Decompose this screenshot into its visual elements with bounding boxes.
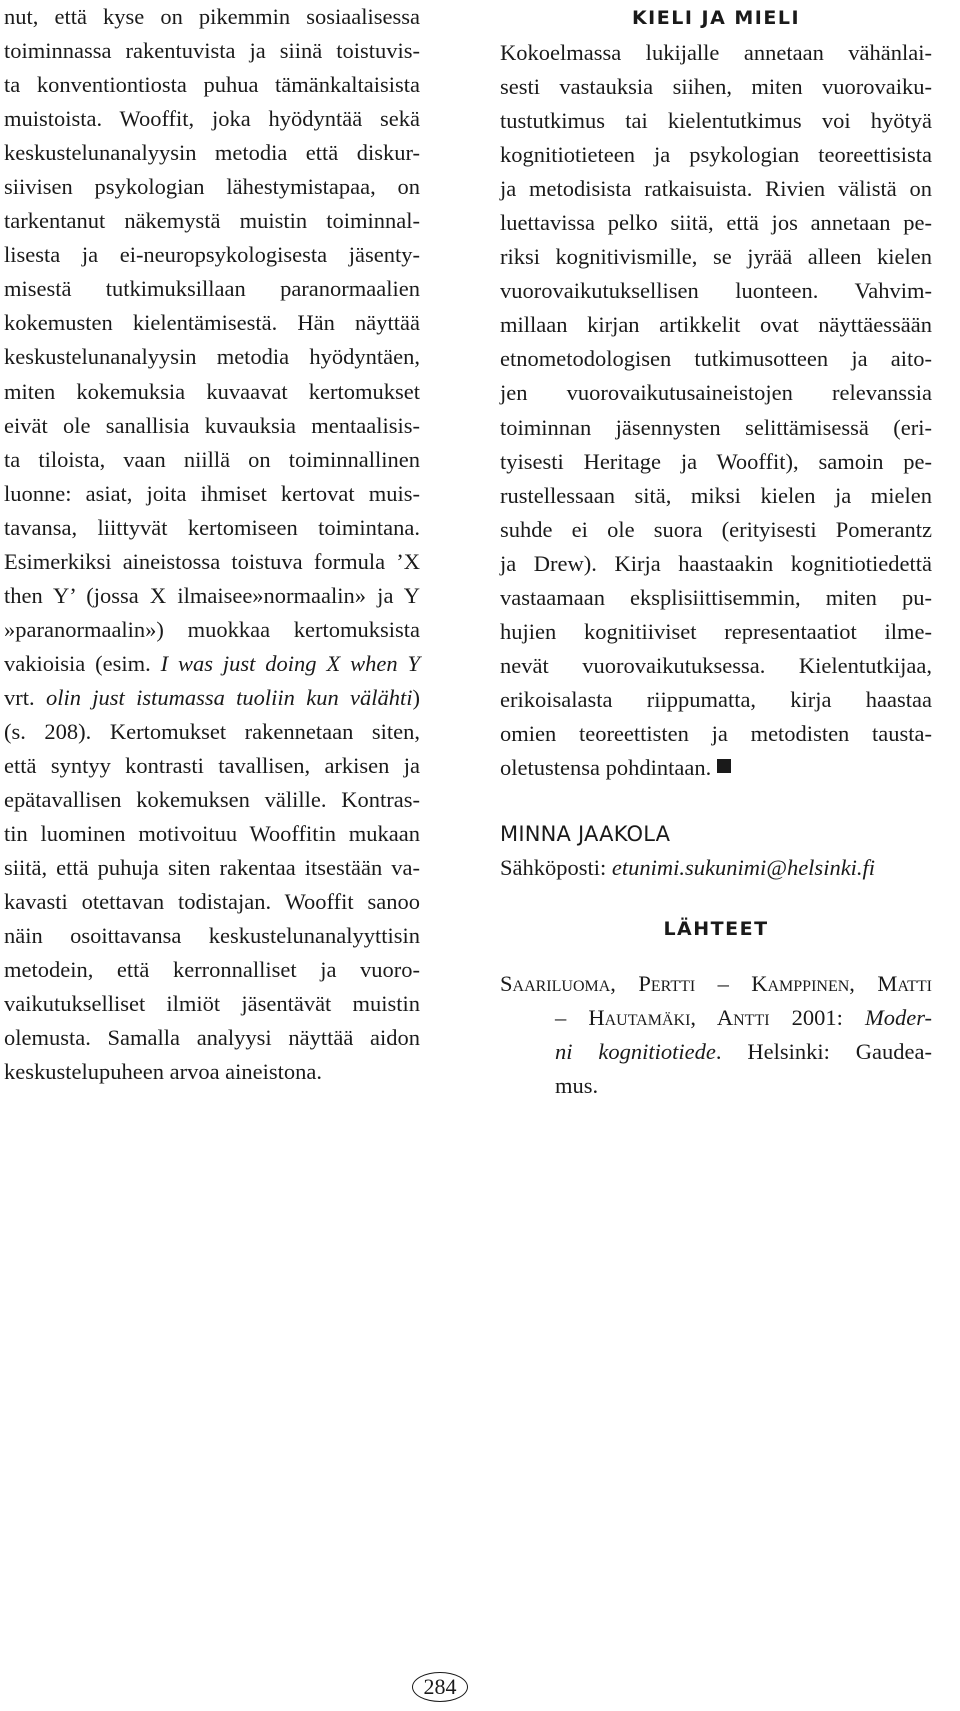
body-text-line-mixed (4, 681, 420, 715)
reference-line (555, 1001, 932, 1035)
italic-example: I was just doing X when Y (160, 650, 420, 676)
body-text-line: siitä, että puhuja siten rakentaa itsestään va- (4, 855, 420, 881)
body-text-line: erikoisalasta riippumatta, kirja haastaa (500, 686, 932, 712)
body-text-line: toiminnan jäsennysten selittämisessä (eri- (500, 414, 932, 440)
book-title: ni kognitiotiede (555, 1039, 716, 1065)
body-text-line: nut, että kyse on pikemmin sosiaalisessa (4, 4, 420, 29)
text-run: – Hautamäki, Antti 2001: (555, 1005, 843, 1031)
body-text-line: omien teoreettisten ja metodisten tausta- (500, 720, 932, 746)
body-text-line: (s. 208). Kertomukset rakennetaan siten, (4, 718, 420, 744)
body-text-line: siivisen psykologian lähestymistapaa, on (4, 174, 420, 200)
body-text-line: ta tiloista, vaan niillä on toiminnallinen (4, 446, 420, 472)
author-email (500, 851, 932, 885)
body-text-line: metodein, että kerronnalliset ja vuoro- (4, 957, 420, 983)
body-text-line: muistoista. Wooffit, joka hyödyntää sekä (4, 106, 420, 132)
body-text-line: ta konventiontiosta puhua tämänkaltaisista (4, 72, 420, 98)
body-text-line: keskustelunanalyysin metodia että diskur- (4, 140, 420, 166)
body-text-line: tin luominen motivoituu Wooffitin mukaan (4, 821, 420, 847)
body-text-line: suhde ei ole suora (erityisesti Pomerantz (500, 516, 932, 542)
body-text-line: vastaamaan eksplisiittisemmin, miten pu- (500, 584, 932, 610)
body-text-line: kavasti otettavan todistajan. Wooffit sanoo (4, 889, 420, 915)
body-text-line: misestä tutkimuksillaan paranormaalien (4, 276, 420, 302)
body-text-line: ja Drew). Kirja haastaakin kognitiotiedettä (500, 550, 932, 576)
left-column (4, 0, 420, 1090)
text-run: vrt. (4, 684, 35, 710)
body-text-line-mixed (4, 647, 420, 681)
spacer (500, 885, 932, 911)
body-text-line: Kokoelmassa lukijalle annetaan vähänlai- (500, 40, 932, 65)
text-run: oletustensa pohdintaan. (500, 754, 712, 780)
text-run: ) (412, 684, 420, 710)
body-text-line: hujien kognitiiviset representaatiot ilme- (500, 618, 932, 644)
body-text-line: tarkentanut näkemystä muistin toiminnal- (4, 208, 420, 234)
italic-example: olin just istumassa tuoliin kun välähti (45, 684, 413, 710)
email-label: Sähköposti: (500, 855, 607, 881)
text-run: . Helsinki: Gaudea- (715, 1039, 932, 1065)
body-text-line: vaikutukselliset ilmiöt jäsentävät muistin (4, 991, 420, 1017)
end-of-article-square-icon (717, 759, 731, 773)
body-text-line: luonne: asiat, joita ihmiset kertovat muis- (4, 480, 420, 506)
body-text-line: tavansa, liittyvät kertomiseen toimintana. (4, 514, 420, 540)
body-text-line: lisesta ja ei-neuropsykologisesta jäsenty- (4, 242, 420, 268)
spacer (500, 785, 932, 817)
reference-line: Saariluoma, Pertti – Kamppinen, Matti (500, 971, 932, 997)
body-text-line: tustutkimus tai kielentutkimus voi hyötyä (500, 108, 932, 134)
body-text-line: »paranormaalin») muokkaa kertomuksista (4, 616, 420, 642)
body-text-line: toiminnassa rakentuvista ja siinä toistuvis- (4, 38, 420, 64)
section-heading: KIELI JA MIELI (631, 7, 801, 29)
body-text-line: rustellessaan sitä, miksi kielen ja mielen (500, 482, 932, 508)
body-text-line: keskustelupuheen arvoa aineistona. (4, 1059, 323, 1085)
body-text-line-final (500, 751, 932, 785)
body-text-line: sesti vastauksia siihen, miten vuorovaiku- (500, 74, 932, 100)
body-text-line: keskustelunanalyysin metodia hyödyntäen, (4, 344, 420, 370)
page-number: 284 (412, 1672, 468, 1702)
author-name: MINNA JAAKOLA (500, 822, 671, 847)
body-text-line: jen vuorovaikutusaineistojen relevanssia (500, 380, 932, 406)
email-address: etunimi.sukunimi@helsinki.fi (611, 855, 876, 881)
body-text-line: etnometodologisen tutkimusotteen ja aito- (500, 346, 932, 372)
body-text-line: olemusta. Samalla analyysi näyttää aidon (4, 1025, 420, 1051)
body-text-line: epätavallisen kokemuksen välille. Kontras- (4, 787, 420, 813)
reference-line (555, 1035, 932, 1069)
body-text-line: eivät ole sanallisia kuvauksia mentaalisis- (4, 412, 420, 438)
text-run: vakioisia (esim. (4, 650, 151, 676)
body-text-line: vuorovaikutuksellisen luonteen. Vahvim- (500, 278, 932, 304)
body-text-line: tyisesti Heritage ja Wooffit), samoin pe- (500, 448, 932, 474)
body-text-line: kognitiotieteen ja psykologian teoreettisista (500, 142, 932, 168)
body-text-line: luettavissa pelko siitä, että jos annetaan pe- (500, 210, 932, 236)
spacer (500, 947, 932, 967)
right-column (500, 0, 932, 1103)
references-heading: LÄHTEET (663, 918, 769, 941)
body-text-line: ja metodisista ratkaisuista. Rivien välistä on (500, 176, 932, 202)
body-text-line: nevät vuorovaikutuksessa. Kielentutkijaa, (500, 652, 932, 678)
book-title: Moder- (864, 1005, 933, 1031)
body-text-line: then Y’ (jossa X ilmaisee»normaalin» ja Y (4, 582, 420, 608)
body-text-line: millaan kirjan artikkelit ovat näyttäessään (500, 312, 932, 338)
body-text-line: näin osoittavansa keskustelunanalyyttisin (4, 923, 420, 949)
body-text-line: riksi kognitivismille, se jyrää alleen kielen (500, 244, 932, 270)
reference-line: mus. (555, 1073, 599, 1099)
body-text-line: että syntyy kontrasti tavallisen, arkisen ja (4, 753, 420, 779)
body-text-line: miten kokemuksia kuvaavat kertomukset (4, 378, 420, 404)
body-text-line: kokemusten kielentämisestä. Hän näyttää (4, 310, 420, 336)
body-text-line: Esimerkiksi aineistossa toistuva formula ’X (4, 548, 420, 574)
